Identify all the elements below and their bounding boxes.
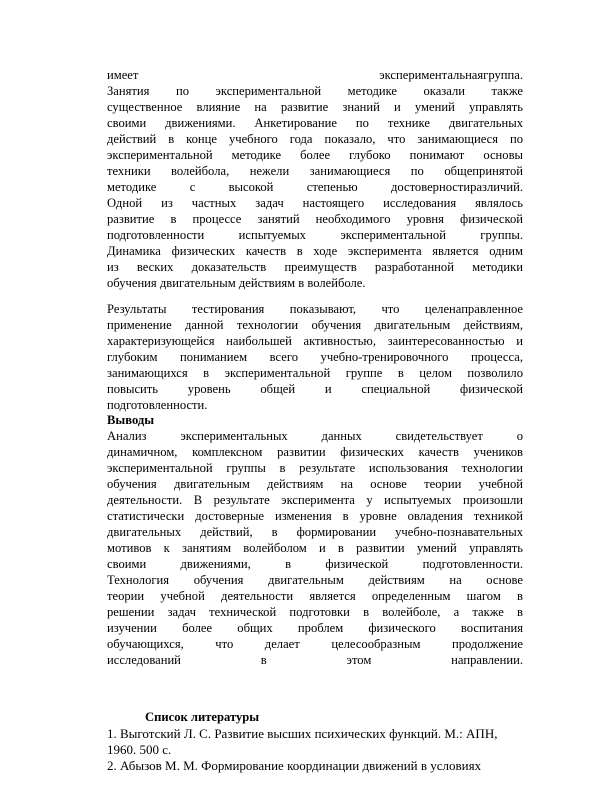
p4-line-9: своими движениями, в физической подготовленности. xyxy=(107,557,523,571)
p4-line-3: экспериментальной группы в результате использования технологии xyxy=(107,461,523,475)
p1-line-8: методике с высокой степенью достоверностиразличий. xyxy=(107,180,523,194)
p4-line-7: двигательных действий, в формировании учебно-познавательных xyxy=(107,525,523,539)
p3-line-2: применение данной технологии обучения двигательным действиям, xyxy=(107,318,523,332)
p5-line-3: решении задач технической подготовки в волейболе, а также в xyxy=(107,605,523,619)
reference-item-2: 2. Абызов М. М. Формирование координации движений в условиях xyxy=(107,758,482,773)
p4-line-8: мотивов к занятиям волейболом и в развитии умений управлять xyxy=(107,541,523,555)
p1-line-5: действий в конце учебного года показало, что занимающиеся по xyxy=(107,132,523,146)
p2-line-3: подготовленности испытуемых экспериментальной группы. xyxy=(107,228,523,242)
p5-line-1: Технология обучения двигательным действиям на основе xyxy=(107,573,523,587)
p1-line-6: экспериментальной методике более глубоко понимают основы xyxy=(107,148,523,162)
p3-line-3: характеризующейся наибольшей активностью, заинтересованностью и xyxy=(107,334,523,348)
p1-line-3: существенное влияние на развитие знаний и умений управлять xyxy=(107,100,523,114)
p2-line-2: развитие в процессе занятий необходимого уровня физической xyxy=(107,212,523,226)
p4-line-2: динамичном, комплексном развитии физических качеств учеников xyxy=(107,445,523,459)
p1-line-1: имеет экспериментальнаягруппа. xyxy=(107,68,523,82)
p1-line-2: Занятия по экспериментальной методике оказали также xyxy=(107,84,523,98)
p5-line-4: изучении более общих проблем физического воспитания xyxy=(107,621,523,635)
p3-line-1: Результаты тестирования показывают, что целенаправленное xyxy=(107,302,523,316)
references-heading: Список литературы xyxy=(145,710,260,724)
p1-line-4: своими движениями. Анкетирование по технике двигательных xyxy=(107,116,523,130)
p2-line-5: из веских доказательств преимуществ разработанной методики xyxy=(107,260,523,274)
p4-line-1: Анализ экспериментальных данных свидетельствует о xyxy=(107,429,523,443)
p4-line-4: обучения двигательным действиям на основе теории учебной xyxy=(107,477,523,491)
p2-line-4: Динамика физических качеств в ходе эксперимента является одним xyxy=(107,244,523,258)
p5-line-6: исследований в этом направлении. xyxy=(107,653,523,667)
p4-line-6: статистически достоверные изменения в уровне овладения техникой xyxy=(107,509,523,523)
p1-line-7: техники волейбола, нежели занимающиеся по общепринятой xyxy=(107,164,523,178)
p2-line-1: Одной из частных задач настоящего исследования являлось xyxy=(107,196,523,210)
p5-line-5: обучающихся, что делает целесообразным продолжение xyxy=(107,637,523,651)
p2-line-6: обучения двигательным действиям в волейболе. xyxy=(107,276,366,290)
p5-line-2: теории учебной деятельности является определенным шагом в xyxy=(107,589,523,603)
p3-line-6: повысить уровень общей и специальной физической xyxy=(107,382,523,396)
reference-item-1: 1. Выготский Л. С. Развитие высших психических функций. М.: АПН, xyxy=(107,726,498,741)
p3-line-5: занимающихся в экспериментальной группе в целом позволило xyxy=(107,366,523,380)
p3-line-7: подготовленности. xyxy=(107,398,208,412)
reference-item-1-cont: 1960. 500 с. xyxy=(107,742,172,757)
p4-line-5: деятельности. В результате эксперимента у испытуемых произошли xyxy=(107,493,523,507)
conclusions-heading: Выводы xyxy=(107,413,155,427)
p3-line-4: глубоким пониманием всего учебно-тренировочного процесса, xyxy=(107,350,523,364)
